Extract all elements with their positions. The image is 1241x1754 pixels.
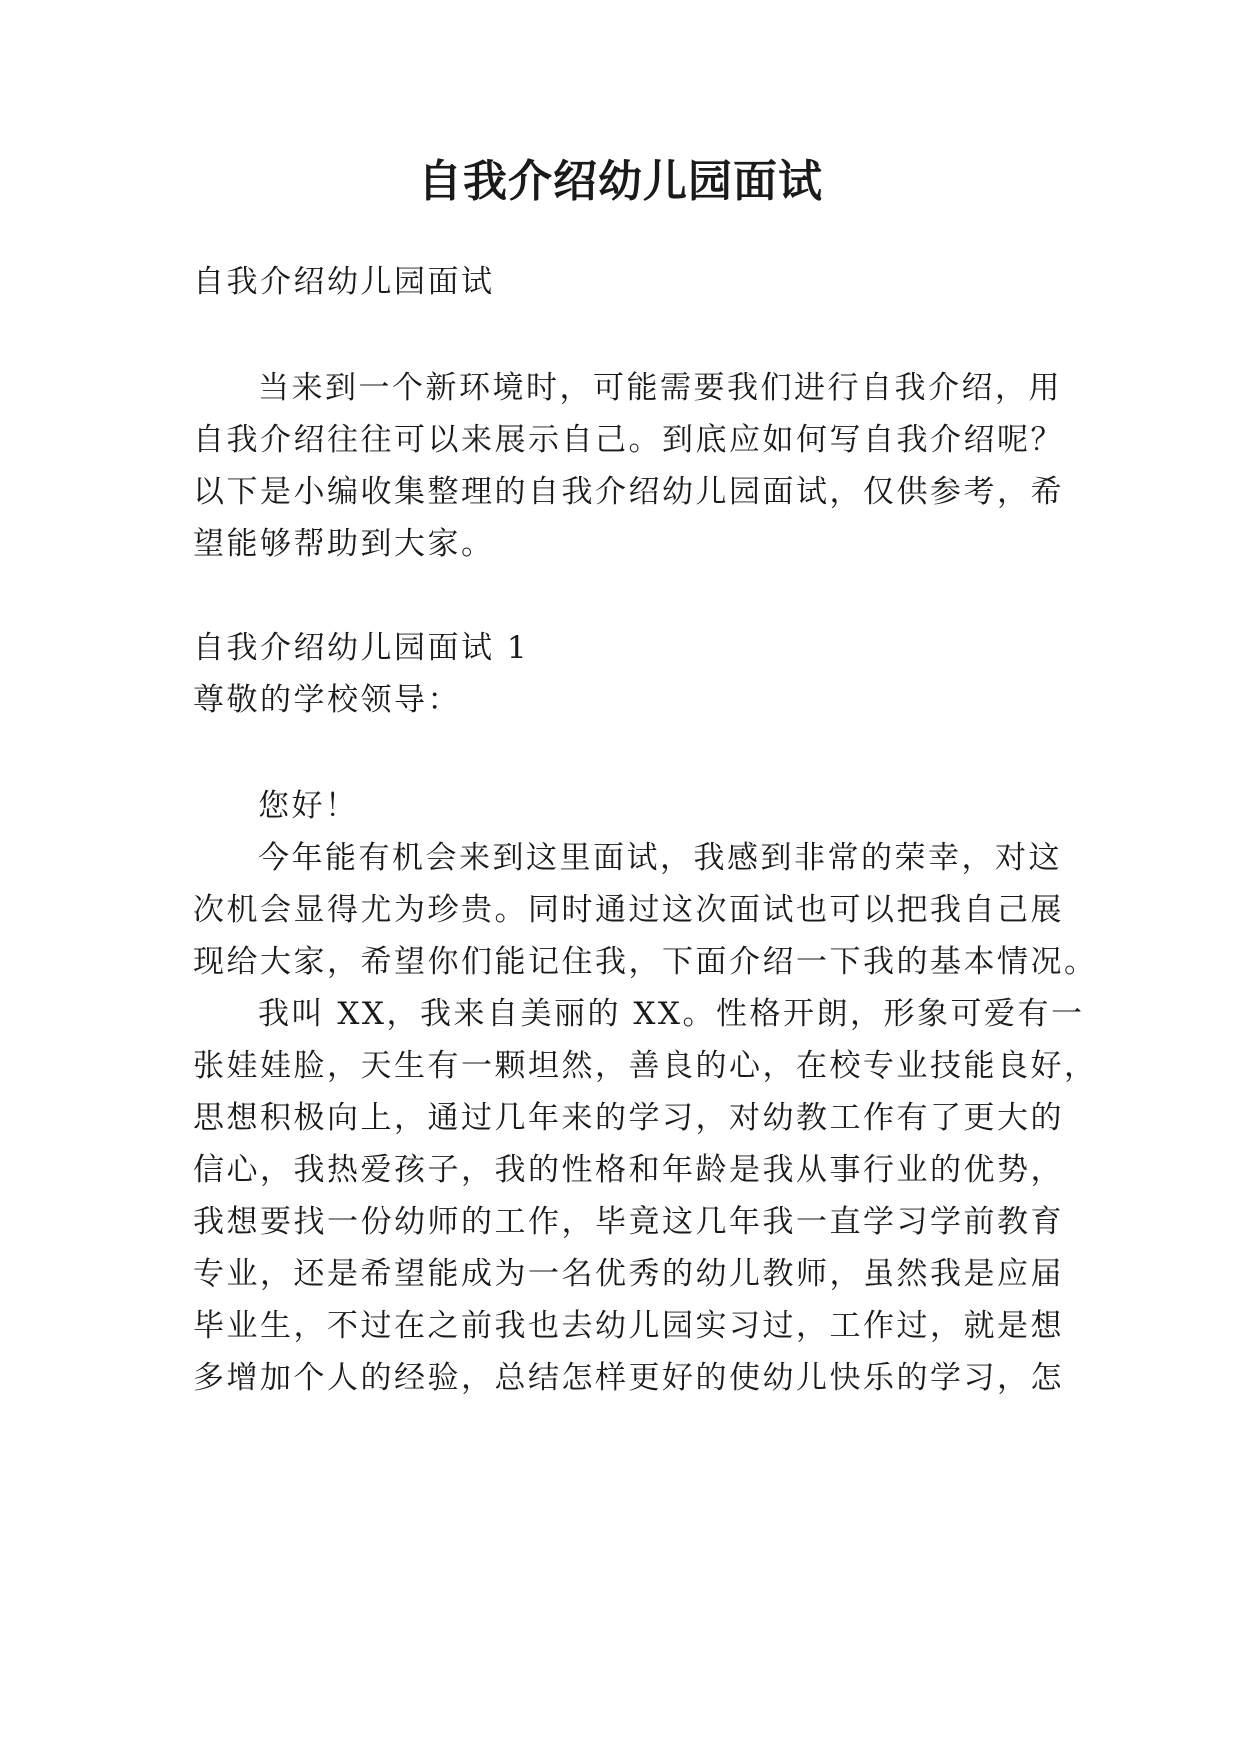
greeting: 您好！	[258, 788, 359, 824]
para2-line-7: 毕业生，不过在之前我也去幼儿园实习过，工作过，就是想	[193, 1308, 1064, 1344]
para1-line-1: 今年能有机会来到这里面试，我感到非常的荣幸，对这	[258, 840, 1062, 876]
document-subtitle: 自我介绍幼儿园面试	[193, 264, 495, 300]
para1-line-3: 现给大家，希望你们能记住我，下面介绍一下我的基本情况。	[193, 944, 1098, 980]
para2-line-1: 我叫 XX，我来自美丽的 XX。性格开朗，形象可爱有一	[258, 996, 1085, 1032]
para2-line-5: 我想要找一份幼师的工作，毕竟这几年我一直学习学前教育	[193, 1204, 1064, 1240]
document-title: 自我介绍幼儿园面试	[418, 156, 823, 207]
para2-line-8: 多增加个人的经验，总结怎样更好的使幼儿快乐的学习，怎	[193, 1360, 1064, 1396]
intro-line-4: 望能够帮助到大家。	[193, 526, 495, 562]
para2-line-4: 信心，我热爱孩子，我的性格和年龄是我从事行业的优势，	[193, 1152, 1064, 1188]
intro-line-3: 以下是小编收集整理的自我介绍幼儿园面试，仅供参考，希	[193, 474, 1064, 510]
para1-line-2: 次机会显得尤为珍贵。同时通过这次面试也可以把我自己展	[193, 892, 1064, 928]
salutation: 尊敬的学校领导：	[193, 682, 461, 718]
section-heading: 自我介绍幼儿园面试 1	[193, 630, 530, 666]
para2-line-6: 专业，还是希望能成为一名优秀的幼儿教师，虽然我是应届	[193, 1256, 1064, 1292]
intro-line-1: 当来到一个新环境时，可能需要我们进行自我介绍，用	[258, 370, 1062, 406]
para2-line-2: 张娃娃脸，天生有一颗坦然，善良的心，在校专业技能良好，	[193, 1048, 1098, 1084]
para2-line-3: 思想积极向上，通过几年来的学习，对幼教工作有了更大的	[193, 1100, 1064, 1136]
intro-line-2: 自我介绍往往可以来展示自己。到底应如何写自我介绍呢？	[193, 422, 1064, 458]
